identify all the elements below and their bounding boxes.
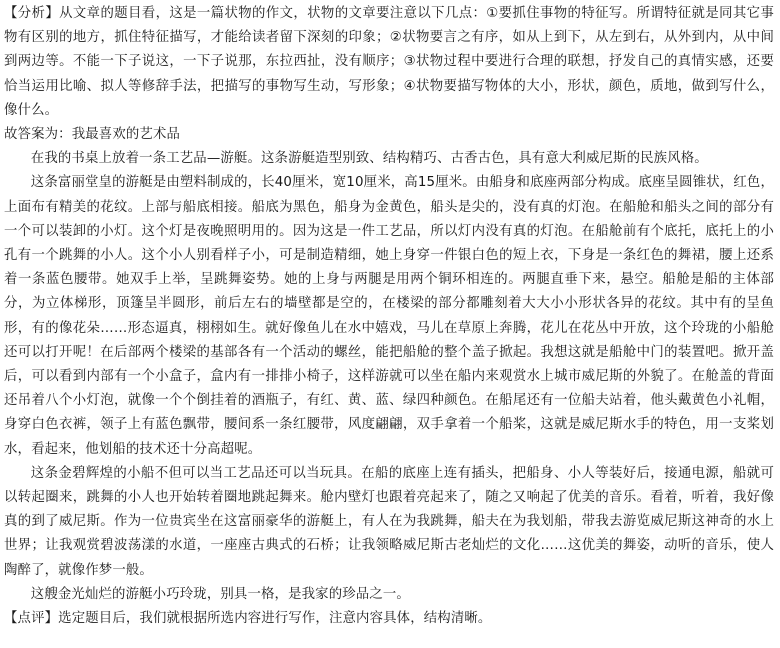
essay-paragraph-4: 这艘金光灿烂的游艇小巧玲珑，别具一格，是我家的珍品之一。 bbox=[30, 586, 410, 602]
essay-paragraph-3: 这条金碧辉煌的小船不但可以当工艺品还可以当玩具。在船的底座上连有插头，把船身、小人等装好后，接通电源，船就可以转起圈来，跳舞的小人也开始转着圈地跳起舞来。舱内壁灯也跟着亮起来了，随之又响起了优美的音乐。看着，听着，我好像真的到了威尼斯。作为一位贵宾坐在这富丽豪华的游艇上，有人在为我跳舞，船夫在为我划船，带我去游览威尼斯这神奇的水上世界；让我观赏碧波荡漾的水道，一座座古典式的石桥；让我领略威尼斯古老灿烂的文化……这优美的舞姿，动听的音乐，使人陶醉了，就像作梦一般。 bbox=[4, 465, 774, 578]
essay-paragraph-2: 这条富丽堂皇的游艇是由塑料制成的，长40厘米，宽10厘米，高15厘米。由船身和底座两部分构成。底座呈圆锥状，红色，上面布有精美的花纹。上部与船底相接。船底为黑色，船身为金黄色，船头是尖的，没有真的灯泡。在船舱和船头之间的部分有一个可以装卸的小灯。这个灯是夜晚照明用的。因为这是一件工艺品，所以灯内没有真的灯泡。在船舱前有个底托，底托上的小孔有一个跳舞的小人。这个小人别看样子小，可是制造精细，她上身穿一件银白色的短上衣，下身是一条红色的舞裙，腰上还系着一条蓝色腰带。她双手上举，呈跳舞姿势。她的上身与两腿是用两个铜环相连的。两腿直垂下来，悬空。船舱是船的主体部分，为立体梯形，顶篷呈半圆形，前后左右的墙壁都是空的，在楼梁的部分都雕刻着大大小小形状各异的花纹。其中有的呈鱼形，有的像花朵……形态逼真，栩栩如生。就好像鱼儿在水中嬉戏，马儿在草原上奔腾，花儿在花丛中开放，这个玲珑的小船舱还可以打开呢！在后部两个楼梁的基部各有一个活动的螺丝，能把船舱的整个盖子掀起。我想这就是船舱中门的装置吧。掀开盖后，可以看到内部有一个小盒子，盒内有一排排小椅子，这样游就可以坐在船内来观赏水上城市威尼斯的外貌了。在舱盖的背面还吊着八个小灯泡，就像一个个倒挂着的酒瓶子，有红、黄、蓝、绿四种颜色。在船尾还有一位船夫站着，他头戴黄色小礼帽，身穿白色衣裤，领子上有蓝色飘带，腰间系一条红腰带，风度翩翩，双手拿着一个船桨，这就是威尼斯水手的特色，用一支桨划水，看起来，他划船的技术还十分高超呢。 bbox=[4, 175, 774, 457]
comment-paragraph: 【点评】选定题目后，我们就根据所选内容进行写作，注意内容具体，结构清晰。 bbox=[4, 611, 492, 627]
essay-paragraph-1: 在我的书桌上放着一条工艺品—游艇。这条游艇造型别致、结构精巧、古香古色，具有意大利威尼斯的民族风格。 bbox=[30, 151, 708, 167]
answer-line: 故答案为：我最喜欢的艺术品 bbox=[4, 127, 181, 143]
analysis-paragraph: 【分析】从文章的题目看，这是一篇状物的作文，状物的文章要注意以下几点：①要抓住事物的特征写。所谓特征就是同其它事物有区别的地方，抓住特征描写，才能给读者留下深刻的印象；②状物要言之有序，如从上到下，从左到右，从外到内，从中间到两边等。不能一下子说这，一下子说那，东拉西扯，没有顺序；③状物过程中要进行合理的联想，抒发自己的真情实感，还要恰当运用比喻、拟人等修辞手法，把描写的事物写生动，写形象；④状物要描写物体的大小，形状，颜色，质地，做到写什么，像什么。 bbox=[4, 6, 774, 118]
